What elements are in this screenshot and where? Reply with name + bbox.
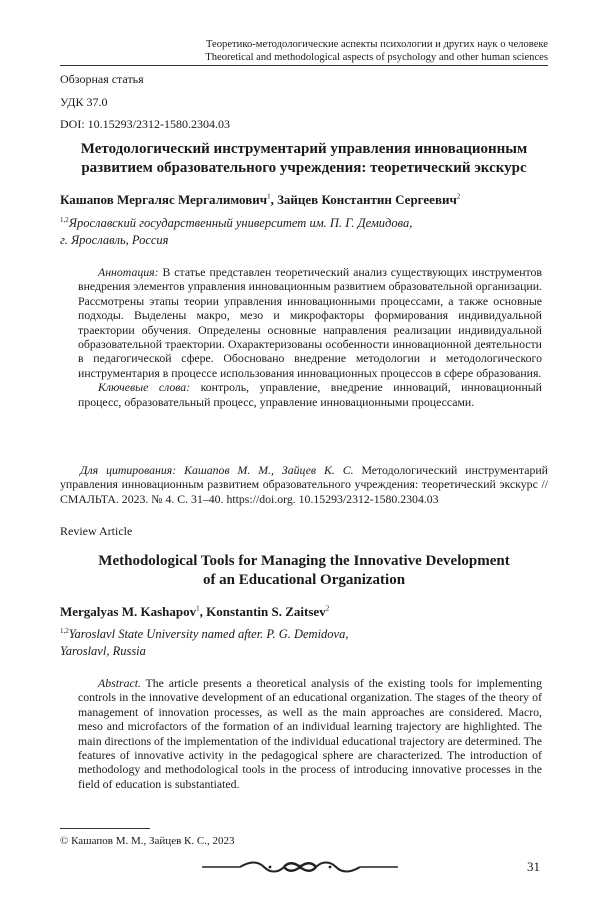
author-1-en-sup: 1 xyxy=(196,604,200,613)
title-en-line1: Methodological Tools for Managing the Innovative Development xyxy=(98,553,510,569)
abstract-en xyxy=(78,676,542,791)
authors-en xyxy=(60,604,548,620)
abstract-ru xyxy=(78,265,542,409)
citation-label: Для цитирования: Кашапов М. М., Зайцев К. С. xyxy=(80,463,354,477)
affiliation-en-sup: 1,2 xyxy=(60,626,69,635)
abstract-en-label: Abstract. xyxy=(98,676,141,690)
affiliation-en-line1: Yaroslavl State University named after. P. G. Demidova, xyxy=(68,627,349,641)
doi: DOI: 10.15293/2312-1580.2304.03 xyxy=(60,117,230,131)
title-en-line2: of an Educational Organization xyxy=(202,572,406,588)
decorative-ornament xyxy=(200,859,400,875)
author-2-ru: Зайцев Константин Сергеевич xyxy=(277,192,457,207)
citation xyxy=(60,463,548,506)
keywords-ru-label: Ключевые слова: xyxy=(98,380,191,395)
title-ru: Методологический инструментарий управления инновационным развитием образовательного учреждения: теоретический экскурс xyxy=(80,141,528,176)
title-en xyxy=(60,552,548,590)
author-1-ru: Кашапов Мергаляс Мергалимович xyxy=(60,192,268,207)
affiliation-en xyxy=(60,626,548,660)
affiliation-ru-line1: Ярославский государственный университет им. П. Г. Демидова, xyxy=(68,216,413,230)
affiliation-en-line2: Yaroslavl, Russia xyxy=(60,644,146,658)
authors-ru xyxy=(60,192,548,208)
abstract-ru-text: В статье представлен теоретический анализ существующих инструментов внедрения элементов управления инновационным развитием образовательной организации. Рассмотрены этапы теории управления инновационными процессами, а также основные подходы. Выделены макро, мезо и микрофакторы формирования индивидуальной траектории обучения. Определены основные направления реализации индивидуальной образовательной траектории. Охарактеризованы особенности инновационной деятельности в педагогической сфере. Обосновано внедрение методологии и методологического инструментария в процессе использования инновационных процессов в сфере образования. xyxy=(78,265,542,380)
article-type-en: Review Article xyxy=(60,524,133,538)
citation-text: Методологический инструментарий управления инновационным развитием образовательного учреждения: теоретический экскурс // СМАЛЬТА. 2023. № 4. С. 31–40. https://doi.org. 10.15293/2312-1580.2304.03 xyxy=(60,463,548,506)
article-type-ru: Обзорная статья xyxy=(60,72,144,86)
author-2-en-sup: 2 xyxy=(325,604,330,613)
footnote-rule xyxy=(60,828,150,829)
running-head xyxy=(60,38,548,64)
author-2-en: Konstantin S. Zaitsev xyxy=(206,604,326,619)
author-separator-ru: , xyxy=(270,192,278,207)
affiliation-ru xyxy=(60,215,548,249)
copyright-footnote: © Кашапов М. М., Зайцев К. С., 2023 xyxy=(60,835,235,847)
running-head-ru: Теоретико-методологические аспекты психологии и других наук о человеке xyxy=(205,39,548,50)
affiliation-ru-line2: г. Ярославль, Россия xyxy=(60,233,169,247)
author-2-ru-sup: 2 xyxy=(456,192,461,201)
running-head-en: Theoretical and methodological aspects of psychology and other human sciences xyxy=(205,52,548,63)
author-1-ru-sup: 1 xyxy=(267,192,271,201)
udk-code: УДК 37.0 xyxy=(60,95,108,109)
author-1-en: Mergalyas M. Kashapov xyxy=(60,604,197,619)
affiliation-ru-sup: 1,2 xyxy=(60,215,69,224)
keywords-ru-text: контроль, управление, внедрение инноваций, инновационный процесс, образовательный процесс, управление инновационными процессами. xyxy=(78,380,542,409)
header-rule xyxy=(60,65,548,66)
author-separator-en: , xyxy=(199,604,207,619)
abstract-en-text: The article presents a theoretical analysis of the existing tools for implementing controls in the innovative development of an educational organization. The stages of the theory of management of innovation processes, as well as the main approaches are considered. Macro, meso and microfactors of the formation of an individual learning trajectory are highlighted. The main directions of the implementation of the individual educational trajectory are determined. The features of innovative activity in the pedagogical sphere are characterized. The introduction of methodology and methodological tools in the process of introducing innovative processes in the field of education is substantiated. xyxy=(78,676,542,791)
abstract-ru-label: Аннотация: xyxy=(98,265,159,279)
page-number: 31 xyxy=(527,859,540,874)
